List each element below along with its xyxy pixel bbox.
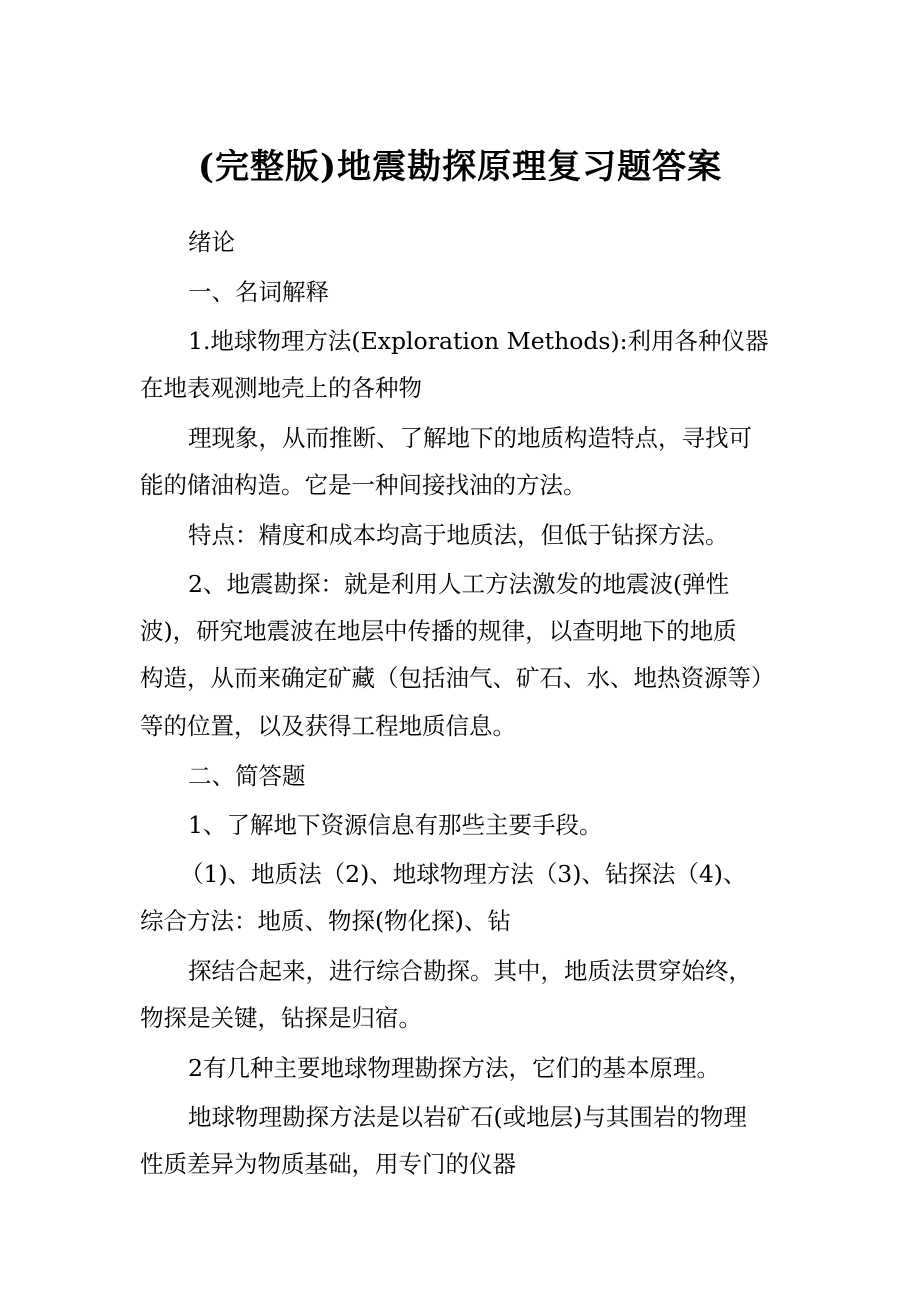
question-line: 1、了解地下资源信息有那些主要手段。 [188, 811, 603, 839]
question-line: 2有几种主要地球物理勘探方法，它们的基本原理。 [188, 1054, 720, 1082]
document-title: (完整版)地震勘探原理复习题答案 [197, 147, 723, 187]
paragraph-line: 波)，研究地震波在地层中传播的规律，以查明地下的地质 [140, 617, 737, 645]
section-heading-short-answers: 二、简答题 [188, 762, 306, 790]
answer-line: 性质差异为物质基础，用专门的仪器 [140, 1150, 516, 1178]
paragraph-line: 特点：精度和成本均高于地质法，但低于钻探方法。 [188, 521, 729, 549]
paragraph-line: 2、地震勘探：就是利用人工方法激发的地震波(弹性 [188, 570, 730, 598]
paragraph-line: 能的储油构造。它是一种间接找油的方法。 [140, 471, 587, 499]
answer-line: （1)、地质法（2)、地球物理方法（3)、钻探法（4)、 [180, 860, 747, 888]
answer-line: 综合方法：地质、物探(物化探)、钻 [140, 907, 511, 935]
paragraph-line: 在地表观测地壳上的各种物 [140, 374, 422, 402]
answer-line: 地球物理勘探方法是以岩矿石(或地层)与其围岩的物理 [188, 1103, 747, 1131]
paragraph-line: 等的位置，以及获得工程地质信息。 [140, 712, 516, 740]
answer-line: 探结合起来，进行综合勘探。其中，地质法贯穿始终， [188, 957, 752, 985]
answer-line: 物探是关键，钻探是归宿。 [140, 1004, 422, 1032]
paragraph-line: 构造，从而来确定矿藏（包括油气、矿石、水、地热资源等） [140, 664, 775, 692]
section-heading-intro: 绪论 [188, 228, 235, 256]
section-heading-terms: 一、名词解释 [188, 278, 329, 306]
paragraph-line: 理现象，从而推断、了解地下的地质构造特点，寻找可 [188, 424, 752, 452]
paragraph-line: 1.地球物理方法(Exploration Methods):利用各种仪器 [188, 327, 769, 355]
